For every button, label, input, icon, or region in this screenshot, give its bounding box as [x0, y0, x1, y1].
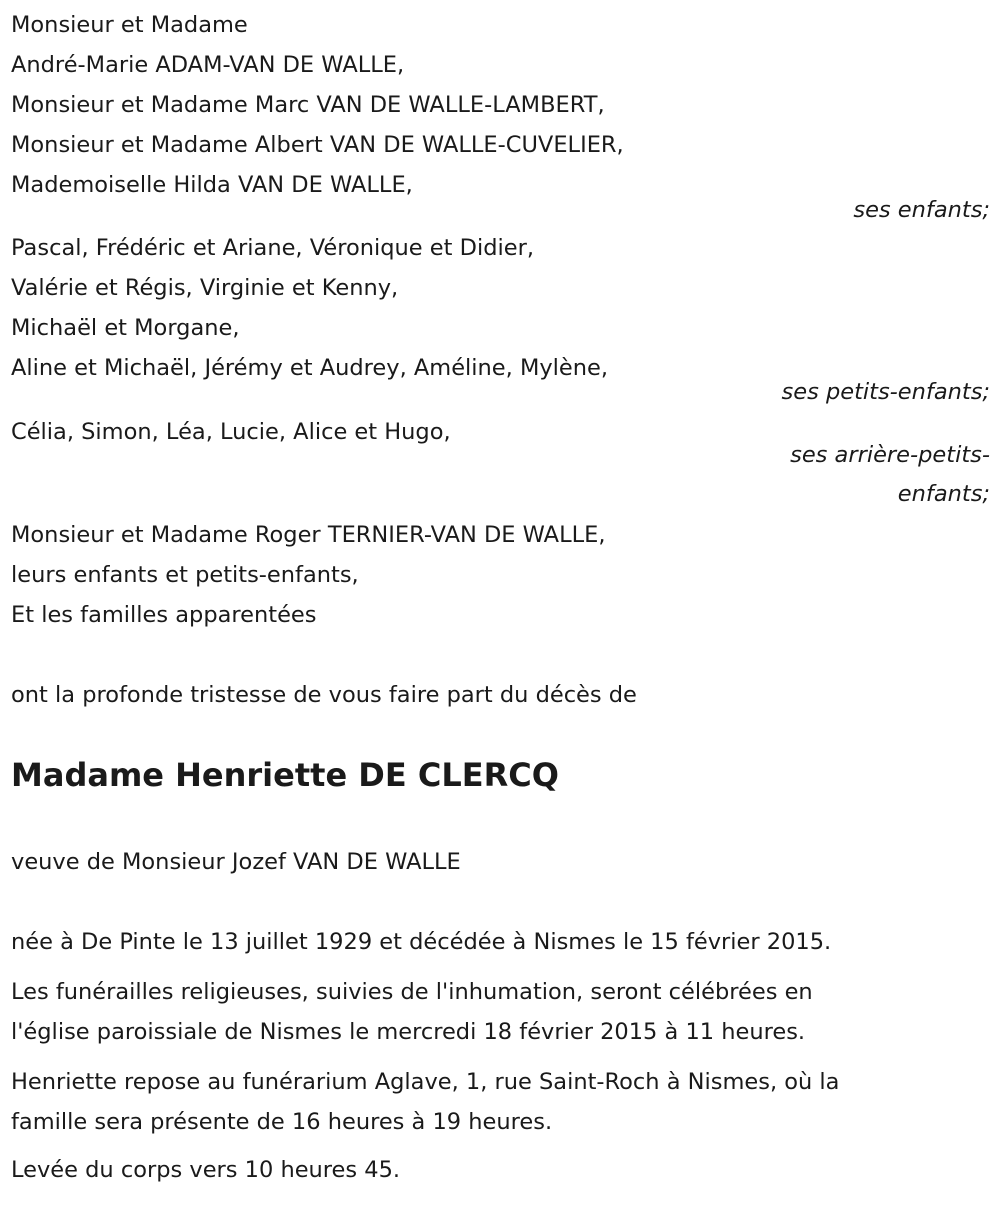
children-line: Monsieur et Madame Marc VAN DE WALLE-LAMBERT, [11, 92, 605, 118]
deceased-name: Madame Henriette DE CLERCQ [11, 756, 559, 794]
funeral-line: l'église paroissiale de Nismes le mercredi 18 février 2015 à 11 heures. [11, 1019, 806, 1045]
departure: Levée du corps vers 10 heures 45. [11, 1157, 401, 1183]
great-grandchildren-label: ses arrière-petits- [790, 442, 990, 468]
children-line: Monsieur et Madame [11, 12, 248, 38]
grandchildren-line: Aline et Michaël, Jérémy et Audrey, Améline, Mylène, [11, 355, 609, 381]
family-line: Monsieur et Madame Roger TERNIER-VAN DE WALLE, [11, 522, 606, 548]
widow-of: veuve de Monsieur Jozef VAN DE WALLE [11, 849, 461, 875]
visitation-line: Henriette repose au funérarium Aglave, 1, rue Saint-Roch à Nismes, où la [11, 1069, 840, 1095]
grandchildren-line: Valérie et Régis, Virginie et Kenny, [11, 275, 399, 301]
visitation-line: famille sera présente de 16 heures à 19 heures. [11, 1109, 553, 1135]
children-line: André-Marie ADAM-VAN DE WALLE, [11, 52, 405, 78]
children-line: Mademoiselle Hilda VAN DE WALLE, [11, 172, 413, 198]
grandchildren-line: Michaël et Morgane, [11, 315, 240, 341]
announcement: ont la profonde tristesse de vous faire part du décès de [11, 682, 637, 708]
great-grandchildren-label: enfants; [897, 481, 990, 507]
funeral-line: Les funérailles religieuses, suivies de l'inhumation, seront célébrées en [11, 979, 813, 1005]
family-line: leurs enfants et petits-enfants, [11, 562, 359, 588]
family-line: Et les familles apparentées [11, 602, 317, 628]
children-label: ses enfants; [853, 197, 990, 223]
birth-death: née à De Pinte le 13 juillet 1929 et décédée à Nismes le 15 février 2015. [11, 929, 832, 955]
grandchildren-label: ses petits-enfants; [781, 379, 990, 405]
children-line: Monsieur et Madame Albert VAN DE WALLE-CUVELIER, [11, 132, 624, 158]
great-grandchildren-line: Célia, Simon, Léa, Lucie, Alice et Hugo, [11, 419, 451, 445]
grandchildren-line: Pascal, Frédéric et Ariane, Véronique et Didier, [11, 235, 534, 261]
